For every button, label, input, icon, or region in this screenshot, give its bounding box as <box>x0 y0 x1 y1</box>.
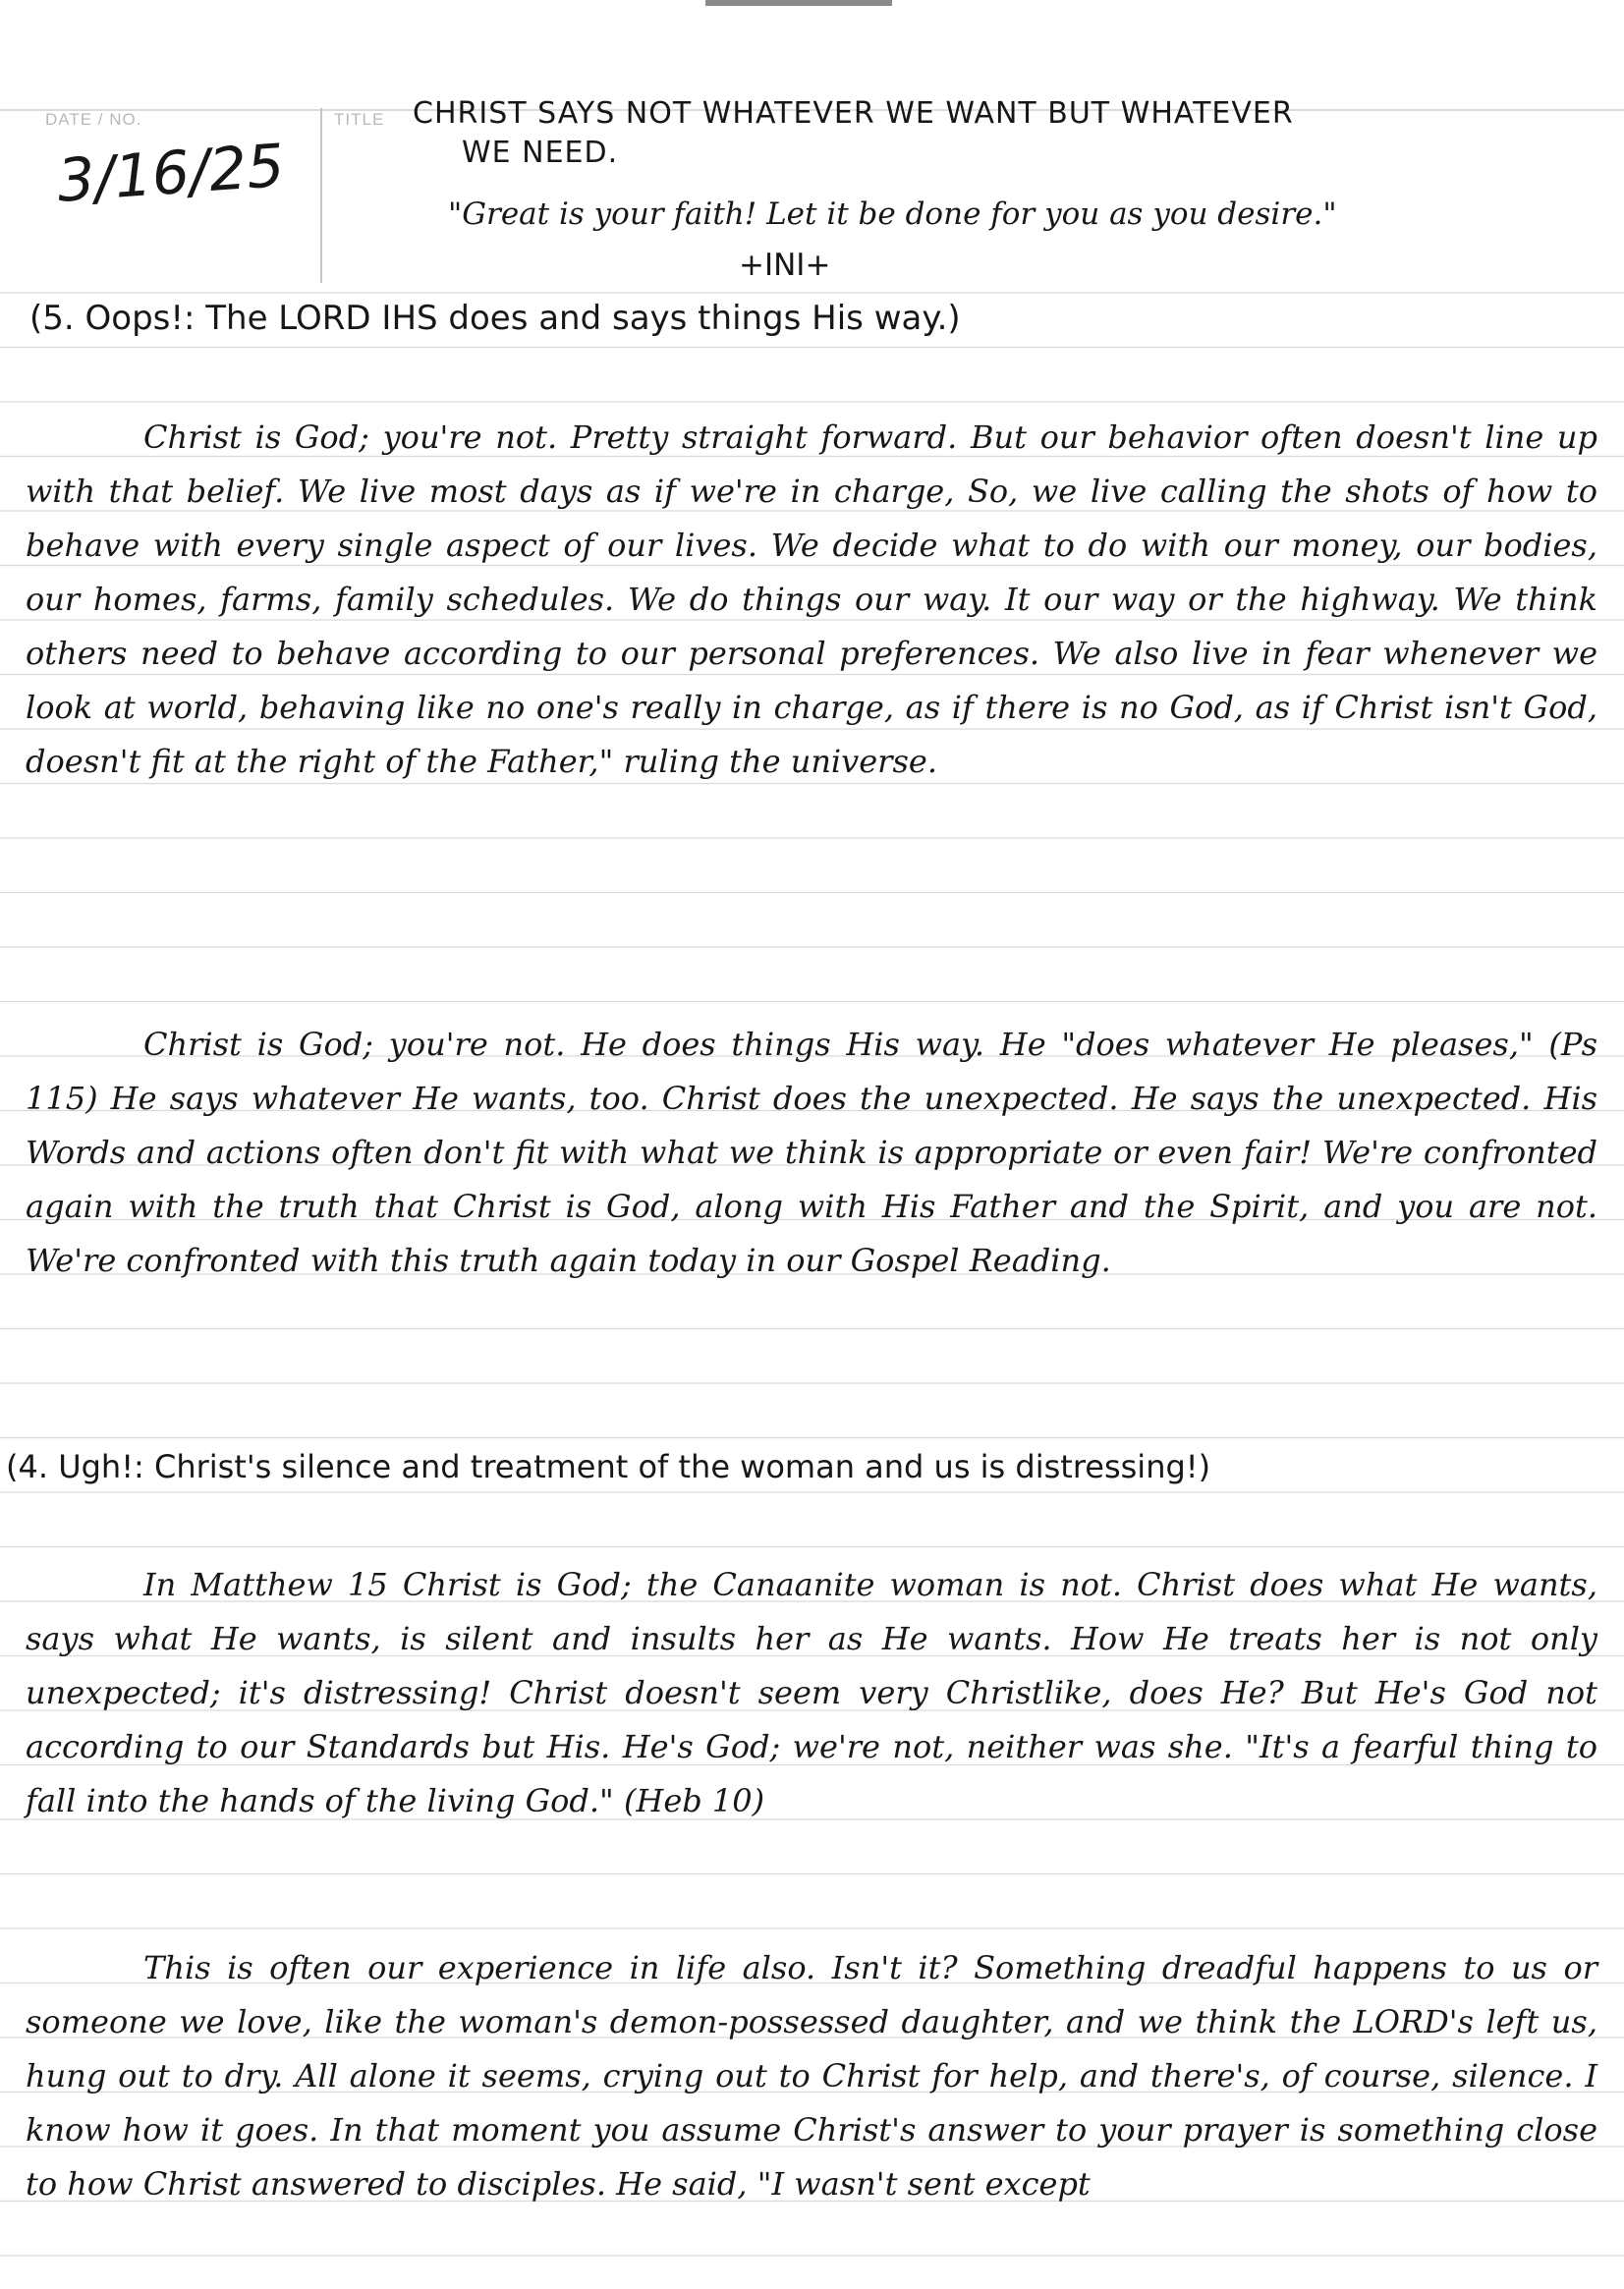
epigraph-quote: "Great is your faith! Let it be done for you as you desire." <box>448 196 1337 232</box>
date-label: DATE / NO. <box>45 110 142 129</box>
invocation-mark: +INI+ <box>739 248 831 283</box>
title-label: TITLE <box>334 110 385 129</box>
section-heading-5: (5. Oops!: The LORD IHS does and says things His way.) <box>29 299 961 338</box>
paragraph-3 <box>26 1558 1597 1828</box>
title-line-2: WE NEED. <box>462 136 619 170</box>
paragraph-1 <box>26 411 1597 789</box>
section-heading-4: (4. Ugh!: Christ's silence and treatment of the woman and us is distressing!) <box>6 1448 1211 1485</box>
paragraph-4-text: This is often our experience in life also. Isn't it? Something dreadful happens to us or someone we love, like the woman's demon-possessed daughter, and we think the LORD's left us, hung out to dry. All alone it seems, crying out to Christ for help, and there's, of course, silence. I know how it goes. In that moment you assume Christ's answer to your prayer is something close to how Christ answered to disciples. He said, "I wasn't sent except <box>26 1949 1597 2203</box>
paragraph-2 <box>26 1018 1597 1288</box>
paragraph-1-text: Christ is God; you're not. Pretty straight forward. But our behavior often doesn't line up with that belief. We live most days as if we're in charge, So, we live calling the shots of how to behave with every single aspect of our lives. We decide what to do with our money, our bodies, our homes, farms, family schedules. We do things our way. It our way or the highway. We think others need to behave according to our personal preferences. We also live in fear whenever we look at world, behaving like no one's really in charge, as if there is no God, as if Christ isn't God, doesn't fit at the right of the Father," ruling the universe. <box>26 419 1597 780</box>
date-value: 3/16/25 <box>55 131 287 216</box>
paragraph-4 <box>26 1941 1597 2211</box>
paragraph-2-text: Christ is God; you're not. He does things His way. He "does whatever He pleases," (Ps 115) He says whatever He wants, too. Christ does the unexpected. He says the unexpected. His Words and actions often don't fit with what we think is appropriate or even fair! We're confronted again with the truth that Christ is God, along with His Father and the Spirit, and you are not. We're confronted with this truth again today in our Gospel Reading. <box>26 1026 1597 1279</box>
paragraph-3-text: In Matthew 15 Christ is God; the Canaanite woman is not. Christ does what He wants, says what He wants, is silent and insults her as He wants. How He treats her is not only unexpected; it's distressing! Christ doesn't seem very Christlike, does He? But He's God not according to our Standards but His. He's God; we're not, neither was she. "It's a fearful thing to fall into the hands of the living God." (Heb 10) <box>26 1566 1597 1819</box>
title-line-1: CHRIST SAYS NOT WHATEVER WE WANT BUT WHATEVER <box>413 96 1294 131</box>
header-divider <box>320 108 322 283</box>
